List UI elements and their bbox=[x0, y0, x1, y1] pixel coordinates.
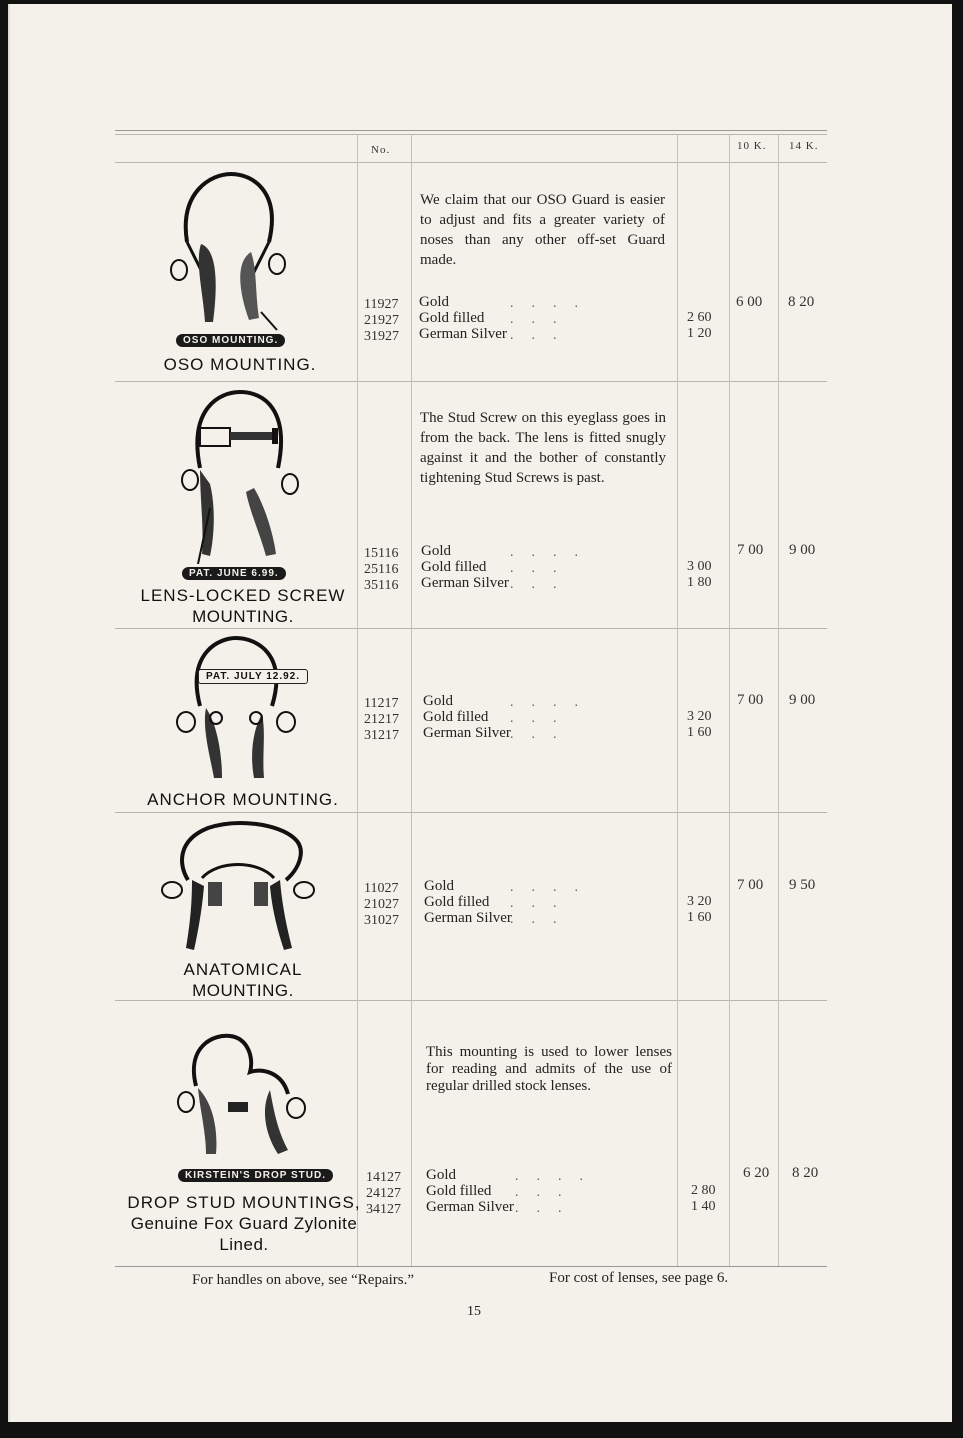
lens-locked-screw-illustration bbox=[170, 388, 300, 564]
catalog-number: 31217 bbox=[364, 728, 399, 743]
anatomical-mounting-name bbox=[128, 959, 358, 1001]
oso-mounting-items bbox=[419, 294, 507, 342]
price: 2 80 bbox=[691, 1183, 716, 1198]
leader-dots: .... ... ... bbox=[510, 545, 596, 592]
price: 3 00 bbox=[687, 559, 712, 574]
lens-locked-subtitle: MOUNTING. bbox=[192, 607, 294, 626]
catalog-number: 35116 bbox=[364, 578, 399, 593]
anchor-mounting-illustration bbox=[170, 636, 300, 786]
leader-dots: .... ... ... bbox=[510, 296, 596, 343]
anchor-price-10k: 7 00 bbox=[737, 692, 764, 708]
anatomical-title: ANATOMICAL bbox=[183, 960, 303, 979]
catalog-number: 21027 bbox=[364, 897, 399, 912]
catalog-number: 21217 bbox=[364, 712, 399, 727]
anchor-title: ANCHOR MOUNTING. bbox=[147, 790, 339, 809]
footer-lenses-note: For cost of lenses, see page 6. bbox=[549, 1270, 729, 1286]
catalog-number: 15116 bbox=[364, 546, 399, 561]
catalog-number: 11927 bbox=[364, 297, 399, 312]
catalog-page bbox=[8, 4, 952, 1422]
price: 1 60 bbox=[687, 725, 712, 740]
page-number: 15 bbox=[467, 1304, 481, 1319]
anchor-mounting-name bbox=[128, 789, 358, 810]
row-divider-1 bbox=[115, 381, 827, 382]
drop-stud-mounting-illustration bbox=[170, 1028, 310, 1160]
catalog-number: 31927 bbox=[364, 329, 399, 344]
anatomical-items bbox=[424, 878, 512, 926]
anatomical-numbers bbox=[364, 881, 399, 929]
table-top-rule bbox=[115, 130, 827, 131]
item-name: Gold filled bbox=[423, 709, 489, 725]
drop-stud-numbers bbox=[366, 1170, 401, 1218]
catalog-number: 34127 bbox=[366, 1202, 401, 1217]
drop-stud-subtitle: Genuine Fox Guard Zylonite bbox=[130, 1214, 358, 1233]
lens-locked-prices bbox=[687, 559, 712, 591]
item-name: German Silver bbox=[426, 1199, 514, 1215]
drop-stud-subtitle-2: Lined. bbox=[219, 1235, 269, 1254]
lens-locked-price-14k: 9 00 bbox=[789, 542, 816, 558]
anchor-badge: PAT. JULY 12.92. bbox=[198, 669, 308, 684]
item-name: Gold bbox=[419, 294, 449, 310]
item-name: German Silver bbox=[424, 910, 512, 926]
row-divider-3 bbox=[115, 812, 827, 813]
item-name: German Silver bbox=[421, 575, 509, 591]
header-no: No. bbox=[371, 144, 391, 156]
leader-dots: .... ... ... bbox=[510, 695, 596, 742]
item-name: Gold bbox=[423, 693, 453, 709]
anatomical-prices bbox=[687, 894, 712, 926]
drop-stud-price-10k: 6 20 bbox=[743, 1165, 770, 1181]
lens-locked-items bbox=[421, 543, 509, 591]
oso-mounting-prices bbox=[687, 310, 712, 342]
drop-stud-mountings-name bbox=[124, 1192, 364, 1255]
oso-mounting-name bbox=[130, 354, 350, 375]
catalog-number: 24127 bbox=[366, 1186, 401, 1201]
oso-mounting-badge: OSO MOUNTING. bbox=[176, 334, 285, 347]
footer-handles-note: For handles on above, see “Repairs.” bbox=[192, 1272, 415, 1288]
drop-stud-description: This mounting is used to lower lenses for reading and admits of the use of regular drilled stock lenses. bbox=[426, 1044, 672, 1094]
col-rule-1 bbox=[357, 134, 358, 1266]
item-name: German Silver bbox=[419, 326, 507, 342]
anatomical-price-10k: 7 00 bbox=[737, 877, 764, 893]
leader-dots: .... ... ... bbox=[515, 1169, 601, 1216]
table-bottom-rule bbox=[115, 1266, 827, 1267]
oso-price-10k: 6 00 bbox=[736, 294, 763, 310]
anatomical-price-14k: 9 50 bbox=[789, 877, 816, 893]
oso-mounting-numbers bbox=[364, 297, 399, 345]
header-14k: 14 K. bbox=[789, 140, 819, 152]
table-top-rule-2 bbox=[115, 134, 827, 135]
catalog-number: 25116 bbox=[364, 562, 399, 577]
drop-stud-prices bbox=[691, 1183, 716, 1215]
price: 1 60 bbox=[687, 910, 712, 925]
anchor-items bbox=[423, 693, 511, 741]
lens-locked-numbers bbox=[364, 546, 398, 594]
drop-stud-price-14k: 8 20 bbox=[792, 1165, 819, 1181]
row-divider-2 bbox=[115, 628, 827, 629]
item-name: German Silver bbox=[423, 725, 511, 741]
header-10k: 10 K. bbox=[737, 140, 767, 152]
lens-locked-price-10k: 7 00 bbox=[737, 542, 764, 558]
catalog-number: 14127 bbox=[366, 1170, 401, 1185]
item-name: Gold filled bbox=[421, 559, 487, 575]
oso-mounting-title: OSO MOUNTING. bbox=[163, 355, 317, 374]
anchor-numbers bbox=[364, 696, 399, 744]
item-name: Gold filled bbox=[426, 1183, 492, 1199]
item-name: Gold bbox=[424, 878, 454, 894]
catalog-number: 21927 bbox=[364, 313, 399, 328]
lens-locked-title: LENS-LOCKED SCREW bbox=[140, 586, 346, 605]
item-name: Gold filled bbox=[424, 894, 490, 910]
lens-locked-screw-name bbox=[128, 585, 358, 627]
catalog-number: 31027 bbox=[364, 913, 399, 928]
drop-stud-title: DROP STUD MOUNTINGS, bbox=[127, 1193, 361, 1212]
lens-locked-badge: PAT. JUNE 6.99. bbox=[182, 567, 286, 580]
catalog-number: 11217 bbox=[364, 696, 399, 711]
oso-mounting-illustration bbox=[165, 172, 295, 344]
drop-stud-items bbox=[426, 1167, 514, 1215]
oso-price-14k: 8 20 bbox=[788, 294, 815, 310]
price: 2 60 bbox=[687, 310, 712, 325]
col-rule-2 bbox=[411, 134, 412, 1266]
price: 1 40 bbox=[691, 1199, 716, 1214]
anchor-prices bbox=[687, 709, 712, 741]
price: 1 20 bbox=[687, 326, 712, 341]
oso-mounting-description: We claim that our OSO Guard is easier to adjust and fits a greater variety of noses than any other off-set Guard made. bbox=[420, 192, 665, 268]
price: 1 80 bbox=[687, 575, 712, 590]
price: 3 20 bbox=[687, 709, 712, 724]
drop-stud-badge: KIRSTEIN'S DROP STUD. bbox=[178, 1169, 333, 1182]
catalog-number: 11027 bbox=[364, 881, 399, 896]
item-name: Gold bbox=[421, 543, 451, 559]
item-name: Gold bbox=[426, 1167, 456, 1183]
col-rule-5 bbox=[778, 134, 779, 1266]
anchor-price-14k: 9 00 bbox=[789, 692, 816, 708]
anatomical-subtitle: MOUNTING. bbox=[192, 981, 294, 1000]
lens-locked-description: The Stud Screw on this eyeglass goes in from the back. The lens is fitted snugly against it and the bother of constantly tightening Stud Screws is past. bbox=[420, 410, 666, 486]
col-rule-3 bbox=[677, 134, 678, 1266]
price: 3 20 bbox=[687, 894, 712, 909]
item-name: Gold filled bbox=[419, 310, 485, 326]
leader-dots: .... ... ... bbox=[510, 880, 596, 927]
anatomical-mounting-illustration bbox=[158, 820, 318, 954]
col-rule-4 bbox=[729, 134, 730, 1266]
header-bottom-rule bbox=[115, 162, 827, 163]
